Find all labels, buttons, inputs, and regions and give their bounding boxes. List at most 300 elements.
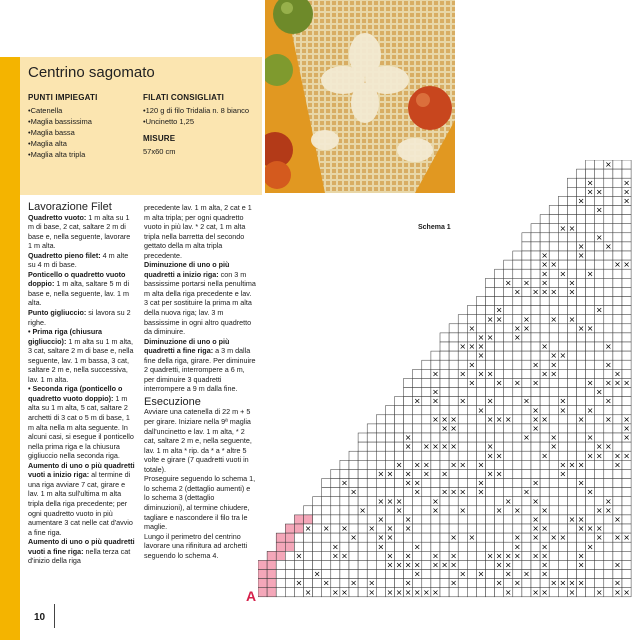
chart-cell [604,524,613,533]
chart-cross-mark: × [532,478,539,488]
chart-cell [595,415,604,424]
chart-cell [467,579,476,588]
chart-cell [504,460,513,469]
chart-cell [513,315,522,324]
chart-cell [395,406,404,415]
chart-cross-mark: × [586,269,594,279]
chart-cell [540,315,549,324]
chart-cell [622,524,631,533]
chart-cell [422,533,431,542]
chart-cell [595,351,604,360]
chart-cross-mark: × [595,524,603,534]
chart-cross-mark: × [477,487,485,497]
chart-cell [504,342,513,351]
chart-cell [413,579,422,588]
chart-cell [595,497,604,506]
chart-cross-mark: × [368,524,376,534]
chart-cell [395,469,404,478]
chart-cell [567,551,576,560]
chart-cell [540,533,549,542]
chart-cross-mark: × [541,569,549,579]
chart-cell [376,488,385,497]
chart-cell [486,406,495,415]
chart-cell [404,397,413,406]
chart-cell [476,560,485,569]
chart-cell [495,333,504,342]
chart-cross-mark: × [477,569,485,579]
chart-cell [622,469,631,478]
chart-cross-mark: × [541,551,549,561]
chart-cell [577,442,586,451]
chart-cell [549,451,558,460]
chart-cell [595,460,604,469]
chart-cell [513,306,522,315]
chart-cell [595,560,604,569]
chart-cell [322,560,331,569]
chart-cell [558,260,567,269]
chart-cell [331,469,340,478]
chart-cell [495,515,504,524]
term: Punto gigliuccio: [28,308,87,318]
chart-cell [586,415,595,424]
chart-cell [604,196,613,205]
chart-cell [440,497,449,506]
chart-cell [486,570,495,579]
chart-cell [549,397,558,406]
chart-cell [395,415,404,424]
chart-cell [404,406,413,415]
chart-cross-mark: × [432,505,439,515]
chart-cross-mark: × [450,578,458,588]
chart-cell [458,451,467,460]
chart-cell [586,251,595,260]
chart-cross-mark: × [623,378,630,388]
chart-cell [395,451,404,460]
chart-cell [595,324,604,333]
chart-cell [522,388,531,397]
chart-cell [577,451,586,460]
chart-cross-mark: × [586,378,594,388]
chart-cell [395,542,404,551]
chart-cell [340,497,349,506]
chart-cross-mark: × [477,478,485,488]
chart-cell [467,560,476,569]
chart-cross-mark: × [586,451,594,461]
chart-cell [513,406,522,415]
chart-cell [322,588,331,597]
chart-cell [476,433,485,442]
chart-cell [604,178,613,187]
chart-cell [586,515,595,524]
chart-cell [567,251,576,260]
chart-cell [495,542,504,551]
chart-cross-mark: × [532,587,539,597]
chart-cell [486,278,495,287]
chart-cross-mark: × [513,578,521,588]
chart-cell [486,560,495,569]
chart-cell [486,388,495,397]
chart-cell [558,479,567,488]
chart-cell [358,460,367,469]
chart-cell [449,388,458,397]
chart-cell [567,469,576,478]
chart-cell [513,369,522,378]
chart-cell [504,488,513,497]
chart-cross-mark: × [532,405,539,415]
chart-cell [540,351,549,360]
chart-cell [449,406,458,415]
chart-cell [558,287,567,296]
chart-cell [522,297,531,306]
chart-cell [404,424,413,433]
chart-cell [613,551,622,560]
chart-cell [413,424,422,433]
chart-cell [513,451,522,460]
chart-cell [595,169,604,178]
chart-cross-mark: × [432,387,439,397]
chart-cross-mark: × [304,587,312,597]
chart-cell [549,251,558,260]
chart-cell [604,324,613,333]
chart-cell [304,542,313,551]
chart-cell [495,297,504,306]
term: Aumento di uno o più quadretti vuoti a fine riga: [28,537,135,556]
chart-cell [476,588,485,597]
chart-cell [549,542,558,551]
paragraph: con 3 m bassissime portarsi nella penultima m alta della riga precedente e lav. 3 cat per sostituire la prima m alta della nuova riga; lav. 3 m bassissime in ogni altro quadretto da diminuire. [144,269,256,337]
chart-cell [558,451,567,460]
chart-cell [367,533,376,542]
chart-cell [367,515,376,524]
chart-cell [622,224,631,233]
chart-cell [476,506,485,515]
chart-cell [486,306,495,315]
chart-cell [567,260,576,269]
chart-cell [431,524,440,533]
chart-cell [586,215,595,224]
chart-cell [504,306,513,315]
chart-cross-mark: × [523,323,530,333]
chart-cell [413,415,422,424]
chart-cell [331,579,340,588]
list-item: • Maglia alta [28,138,138,149]
chart-cell [476,415,485,424]
chart-cell [349,551,358,560]
chart-cell [586,260,595,269]
chart-cell [549,278,558,287]
chart-cell [422,388,431,397]
chart-cell [613,415,622,424]
paragraph: 1 m alta su 1 m di base, 2 cat, saltare 2 m di base e, nella seguente, lavorare 1 m alta. [28,212,131,251]
chart-cell [522,524,531,533]
chart-cross-mark: × [404,515,412,524]
chart-cross-mark: × [595,451,603,461]
term: Diminuzione di uno o più quadretti a inizio riga: [144,260,230,279]
paragraph: al termine di una riga avviare 7 cat, girare e lav. 1 m alta sull'ultima m alta tripla della riga precedente; per ogni quadretto vuoto in più aumentare 3 cat nelle cat d'avvio a fine riga. [28,470,133,537]
chart-cell [340,515,349,524]
chart-cell [358,488,367,497]
chart-cell [586,206,595,215]
chart-cell [549,424,558,433]
chart-cell [549,524,558,533]
chart-cell [604,388,613,397]
chart-cell [604,260,613,269]
chart-cell [395,424,404,433]
chart-cell [549,324,558,333]
chart-cell [267,570,276,579]
chart-cross-mark: × [422,442,430,452]
chart-cell [495,269,504,278]
chart-cell [495,369,504,378]
chart-cross-mark: × [368,587,376,597]
chart-cross-mark: × [504,587,512,597]
chart-cell [349,460,358,469]
chart-cell [586,424,595,433]
chart-cell [613,224,622,233]
chart-cross-mark: × [413,587,421,597]
chart-cell [567,233,576,242]
chart-cross-mark: × [413,560,421,570]
chart-cell [258,579,267,588]
chart-cell [395,533,404,542]
chart-cell [567,415,576,424]
chart-cell [322,570,331,579]
chart-cell [595,269,604,278]
chart-cell [313,515,322,524]
chart-cell [340,460,349,469]
chart-cell [486,588,495,597]
paragraph: precedente lav. 1 m alta, 2 cat e 1 m alta tripla; per ogni quadretto vuoto in più lav. * 2 cat, 1 m alta tripla nella barretta del secondo gettato della m alta tripla precedente. [144,203,252,260]
chart-cell [486,297,495,306]
chart-cell [458,442,467,451]
chart-cell [540,579,549,588]
chart-cell [495,488,504,497]
chart-cross-mark: × [541,414,549,424]
chart-cell [367,460,376,469]
chart-cell [531,333,540,342]
chart-cell [567,215,576,224]
chart-cell [413,433,422,442]
chart-cell [431,515,440,524]
chart-cell [613,469,622,478]
chart-cross-mark: × [513,533,521,543]
chart-cross-mark: × [432,414,439,424]
chart-cell [440,388,449,397]
chart-cell [385,570,394,579]
chart-cell [349,542,358,551]
chart-cell [558,206,567,215]
chart-cell [431,570,440,579]
chart-cross-mark: × [441,560,448,570]
chart-cell [604,351,613,360]
chart-cell [567,488,576,497]
chart-cell [467,415,476,424]
chart-cell [531,342,540,351]
chart-cross-mark: × [486,396,494,406]
chart-cross-mark: × [386,524,394,534]
chart-cell [504,479,513,488]
chart-cross-mark: × [504,414,512,424]
chart-cell [613,242,622,251]
chart-cell [367,542,376,551]
paragraph: 1 m alta su 1 m alta, 5 cat, saltare 2 archetti di 3 cat o 5 m di base, 1 m alta nella m alta seguente. In alcuni casi, si esegue il ponticello nella prima riga e la chiusura gigliuccio nella seconda riga. [28,393,134,461]
chart-cell [304,515,313,524]
chart-cell [595,315,604,324]
chart-cell [486,488,495,497]
chart-cell [567,324,576,333]
chart-cross-mark: × [595,587,603,597]
chart-cell [522,551,531,560]
chart-cross-mark: × [559,460,567,470]
chart-cell [531,297,540,306]
chart-cross-mark: × [341,478,348,488]
chart-cell [549,415,558,424]
chart-cell [476,378,485,387]
chart-cell [267,551,276,560]
chart-cell [413,515,422,524]
chart-cell [567,570,576,579]
chart-cell [567,178,576,187]
chart-cell [495,342,504,351]
chart-cell [522,333,531,342]
chart-cell [349,524,358,533]
chart-cross-mark: × [614,560,621,570]
chart-cross-mark: × [604,414,612,424]
chart-cell [458,533,467,542]
chart-cell [385,542,394,551]
chart-cell [586,196,595,205]
chart-cell [358,479,367,488]
chart-cell [476,306,485,315]
chart-cross-mark: × [486,314,494,324]
chart-cross-mark: × [450,424,458,433]
chart-cell [413,524,422,533]
chart-cell [622,542,631,551]
chart-cell [567,542,576,551]
chart-cell [294,533,303,542]
chart-cross-mark: × [450,560,458,570]
chart-cell [567,442,576,451]
chart-cell [458,424,467,433]
chart-cell [577,269,586,278]
chart-cross-mark: × [568,278,576,288]
chart-cell [613,160,622,169]
term: Aumento di uno o più quadretti vuoti a inizio riga: [28,460,135,480]
chart-cell [549,560,558,569]
chart-cell [513,560,522,569]
chart-cell [577,533,586,542]
chart-cell [567,242,576,251]
chart-cross-mark: × [404,587,412,597]
chart-cell [449,479,458,488]
chart-cell [322,542,331,551]
chart-cell [504,506,513,515]
chart-cell [440,588,449,597]
chart-cross-mark: × [395,460,403,470]
chart-cell [540,306,549,315]
chart-cell [467,551,476,560]
chart-cross-mark: × [404,469,412,479]
chart-cell [604,187,613,196]
chart-cell [549,342,558,351]
chart-cell [431,469,440,478]
chart-cell [577,397,586,406]
chart-cell [513,269,522,278]
chart-cross-mark: × [614,587,621,597]
chart-cell [395,570,404,579]
chart-cell [577,542,586,551]
chart-cell [340,488,349,497]
chart-cross-mark: × [559,351,567,361]
chart-cross-mark: × [614,260,621,270]
chart-cross-mark: × [404,551,412,561]
chart-cell [531,388,540,397]
chart-cell [467,406,476,415]
filet-chart [258,160,640,610]
chart-cell [304,560,313,569]
chart-cell [376,451,385,460]
chart-cell [613,506,622,515]
chart-cross-mark: × [504,278,512,288]
chart-cross-mark: × [532,360,539,370]
chart-cross-mark: × [550,442,558,452]
chart-cell [458,324,467,333]
chart-cross-mark: × [377,542,385,552]
chart-cell [349,451,358,460]
chart-cross-mark: × [468,342,476,352]
chart-cell [577,215,586,224]
chart-cell [467,351,476,360]
term: Quadretto vuoto: [28,212,87,222]
chart-cell [504,315,513,324]
chart-cell [495,588,504,597]
chart-cell [285,588,294,597]
chart-cell [540,424,549,433]
chart-cell [549,333,558,342]
chart-cell [586,287,595,296]
chart-cell [586,479,595,488]
chart-cross-mark: × [614,378,621,388]
chart-cell [422,570,431,579]
chart-cell [577,206,586,215]
chart-cell [504,406,513,415]
chart-cell [531,242,540,251]
chart-cell [531,324,540,333]
chart-grid [258,160,631,597]
chart-cell [622,351,631,360]
chart-cell [285,533,294,542]
list-item: • Maglia bassa [28,127,138,138]
chart-cell [440,433,449,442]
chart-cell [331,488,340,497]
chart-cross-mark: × [504,560,512,570]
chart-cross-mark: × [550,314,558,324]
chart-cell [531,460,540,469]
chart-cell [322,497,331,506]
chart-cell [522,442,531,451]
chart-cell [622,497,631,506]
chart-cell [376,506,385,515]
chart-cell [586,160,595,169]
chart-cross-mark: × [523,487,530,497]
chart-cell [404,388,413,397]
chart-cell [504,524,513,533]
list-item: • Maglia bassissima [28,116,138,127]
chart-cross-mark: × [395,560,403,570]
chart-cell [422,360,431,369]
chart-cell [476,579,485,588]
chart-cell [567,451,576,460]
